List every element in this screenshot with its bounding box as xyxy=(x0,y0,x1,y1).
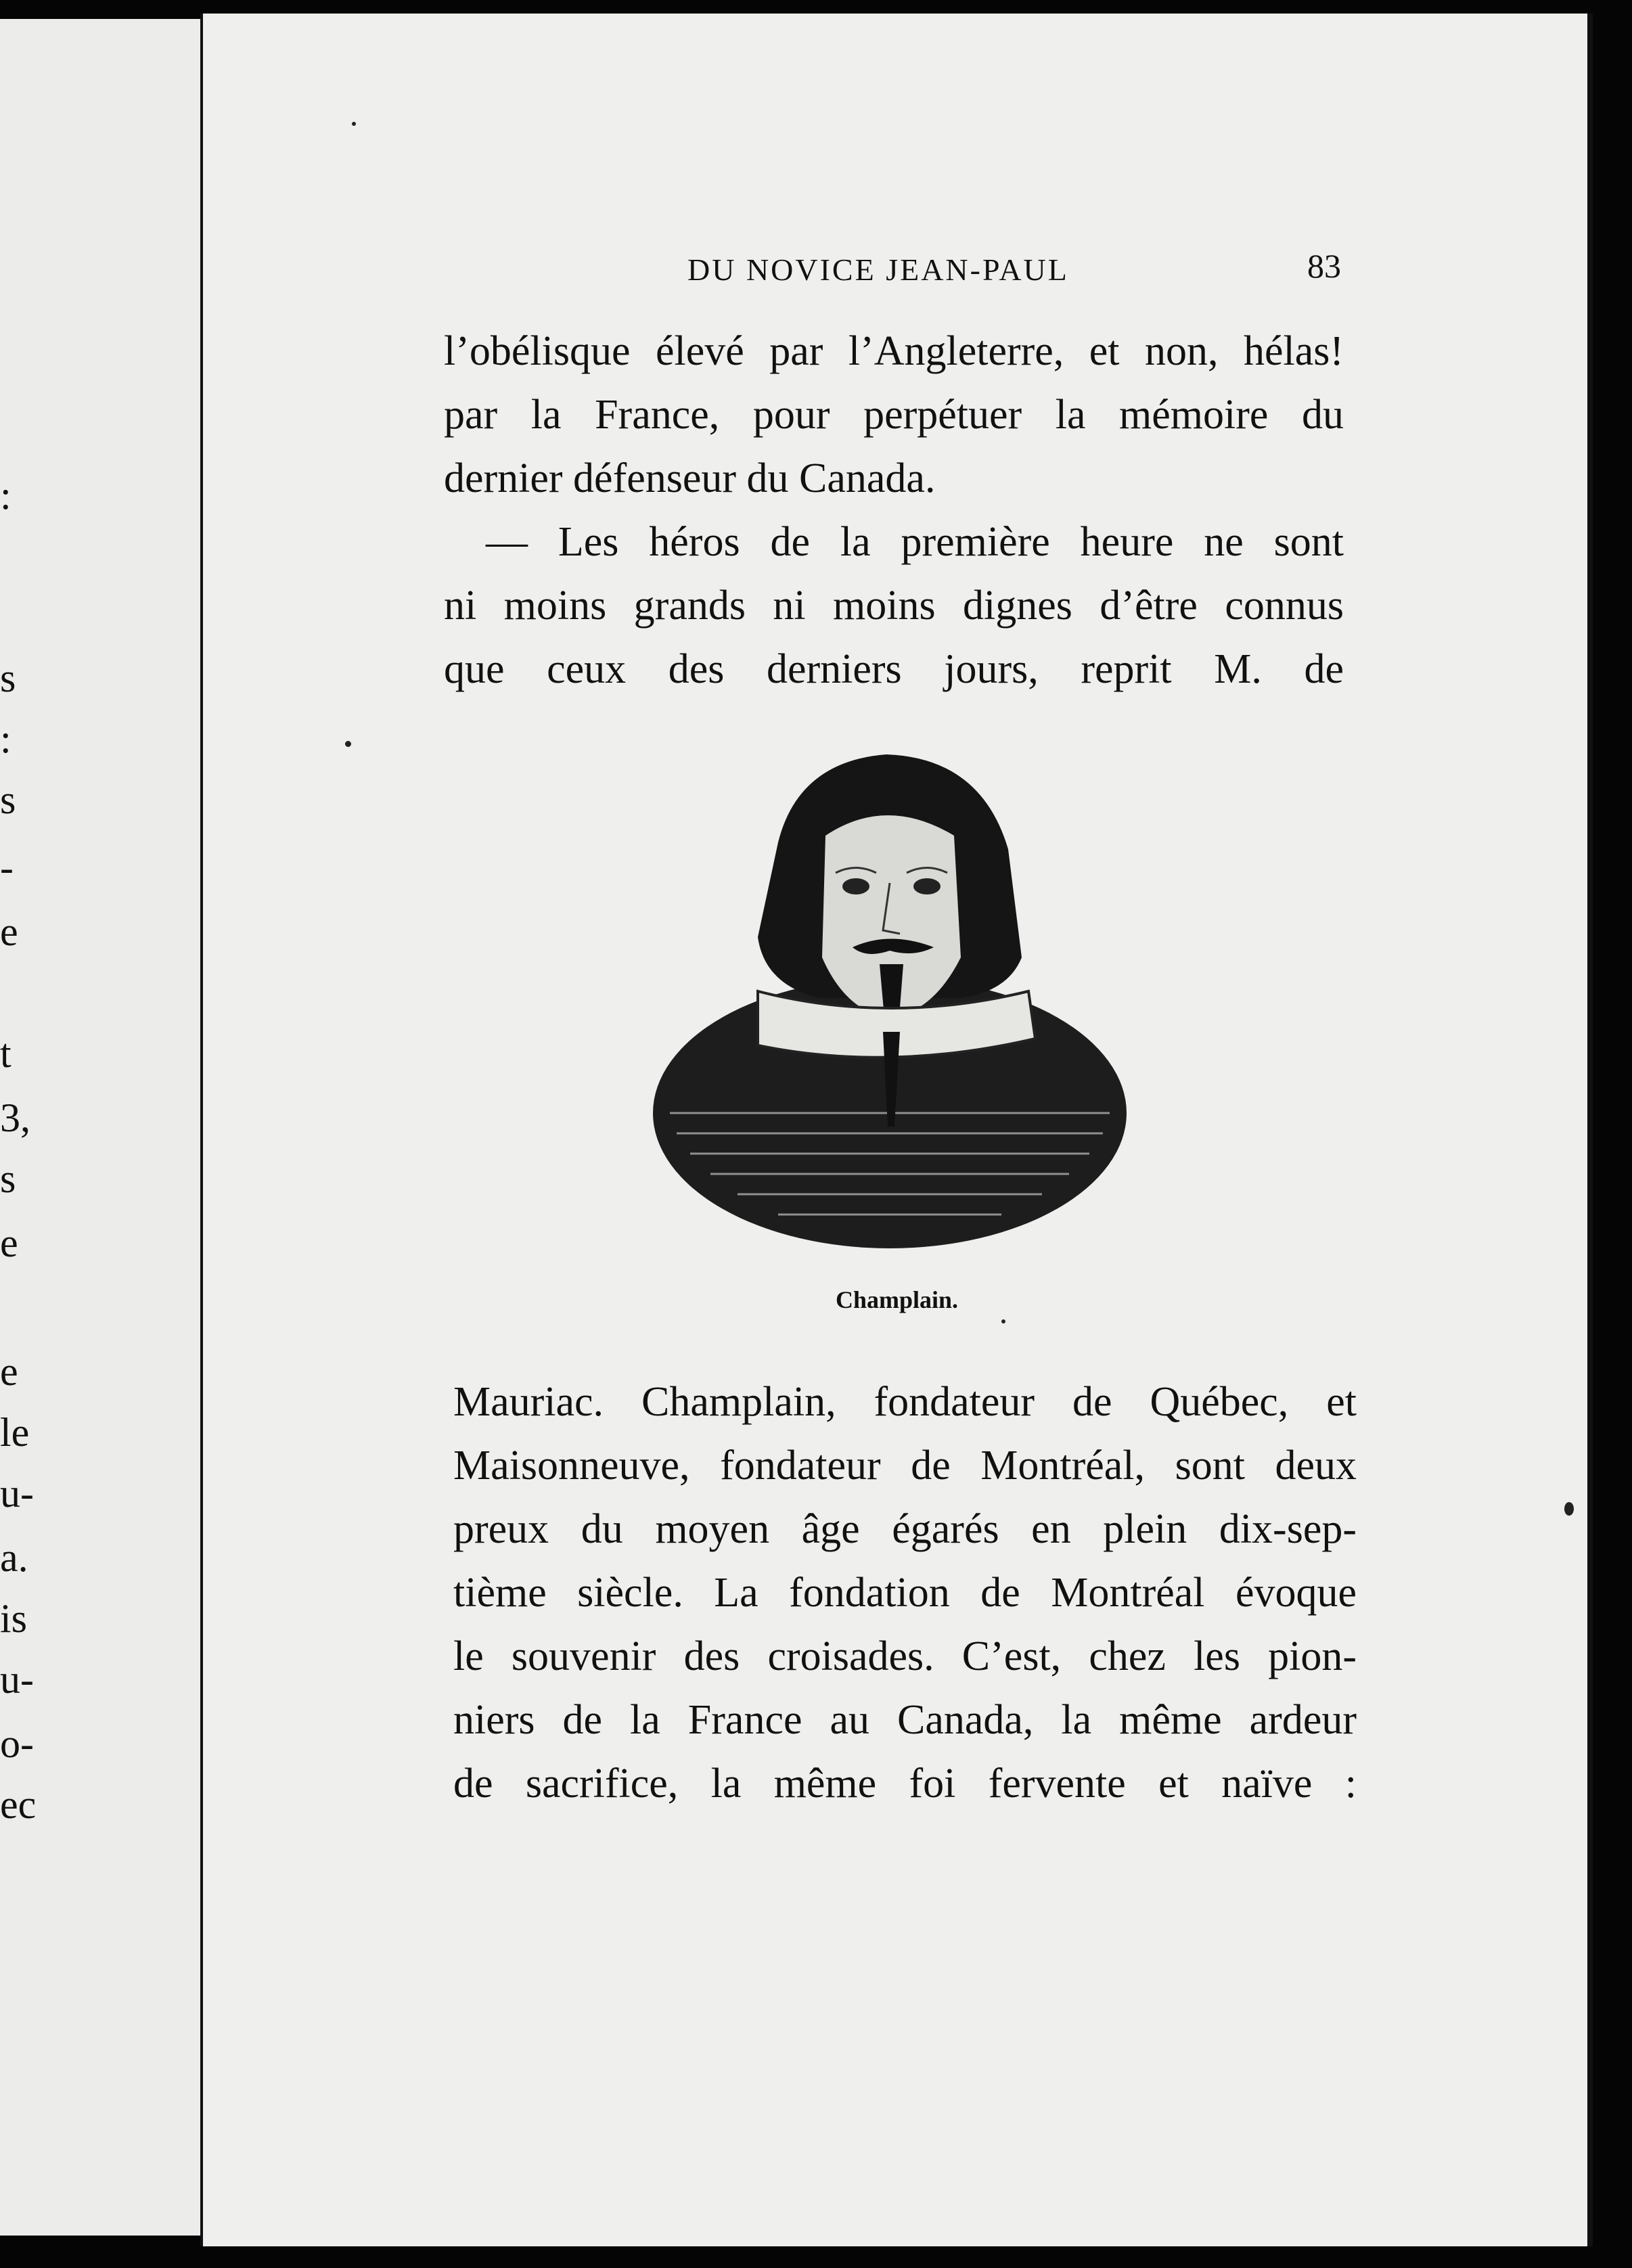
scan-speck xyxy=(1001,1319,1005,1323)
text-line: de sacrifice, la même foi fervente et naïve : xyxy=(453,1761,1357,1807)
facing-page-fragment: a. xyxy=(0,1535,28,1580)
facing-page-fragment: is xyxy=(0,1596,28,1641)
text-line: tième siècle. La fondation de Montréal évoque xyxy=(453,1570,1357,1616)
facing-page-fragment: - xyxy=(0,845,14,890)
facing-page-fragment: s xyxy=(0,1156,16,1201)
text-line: Mauriac. Champlain, fondateur de Québec, et xyxy=(453,1379,1357,1425)
scan-speck xyxy=(1564,1502,1574,1516)
running-head: DU NOVICE JEAN-PAUL xyxy=(687,252,1069,287)
facing-page-fragment: u- xyxy=(0,1657,34,1702)
facing-page-fragment: s xyxy=(0,777,16,822)
text-line: le souvenir des croisades. C’est, chez les pion- xyxy=(453,1633,1357,1679)
text-line: que ceux des derniers jours, reprit M. de xyxy=(444,646,1344,692)
bottom-paragraph xyxy=(453,1370,1357,1815)
text-line: Maisonneuve, fondateur de Montréal, sont deux xyxy=(453,1443,1357,1489)
text-line: preux du moyen âge égarés en plein dix-sep- xyxy=(453,1506,1357,1552)
facing-page-fragment: ec xyxy=(0,1782,37,1827)
page-number: 83 xyxy=(1307,247,1341,285)
text-line: l’obélisque élevé par l’Angleterre, et non, hélas! xyxy=(444,328,1344,374)
facing-page-fragment: s xyxy=(0,656,16,700)
facing-page-fragment: o- xyxy=(0,1721,34,1766)
text-line: — Les héros de la première heure ne sont xyxy=(486,519,1344,565)
text-line: ni moins grands ni moins dignes d’être connus xyxy=(444,583,1344,629)
facing-page-fragment: le xyxy=(0,1410,30,1455)
facing-page-fragment: 3, xyxy=(0,1095,30,1140)
scan-speck xyxy=(345,741,351,747)
illustration-caption: Champlain. xyxy=(836,1286,959,1313)
text-line: niers de la France au Canada, la même ardeur xyxy=(453,1697,1357,1743)
facing-page-edge xyxy=(0,19,221,2236)
champlain-portrait-engraving xyxy=(643,734,1137,1262)
facing-page-fragment: e xyxy=(0,1221,18,1265)
book-page xyxy=(200,14,1593,2246)
scan-speck xyxy=(352,122,356,126)
second-paragraph xyxy=(444,510,1344,701)
facing-page-fragment: t xyxy=(0,1031,12,1076)
facing-page-fragment: : xyxy=(0,717,12,761)
text-line: dernier défenseur du Canada. xyxy=(444,455,936,501)
top-paragraph xyxy=(444,319,1344,510)
facing-page-fragment: : xyxy=(0,473,12,518)
facing-page-fragment: e xyxy=(0,909,18,954)
text-line: par la France, pour perpétuer la mémoire du xyxy=(444,392,1344,438)
facing-page-fragment: u- xyxy=(0,1471,34,1516)
facing-page-fragment: e xyxy=(0,1349,18,1394)
